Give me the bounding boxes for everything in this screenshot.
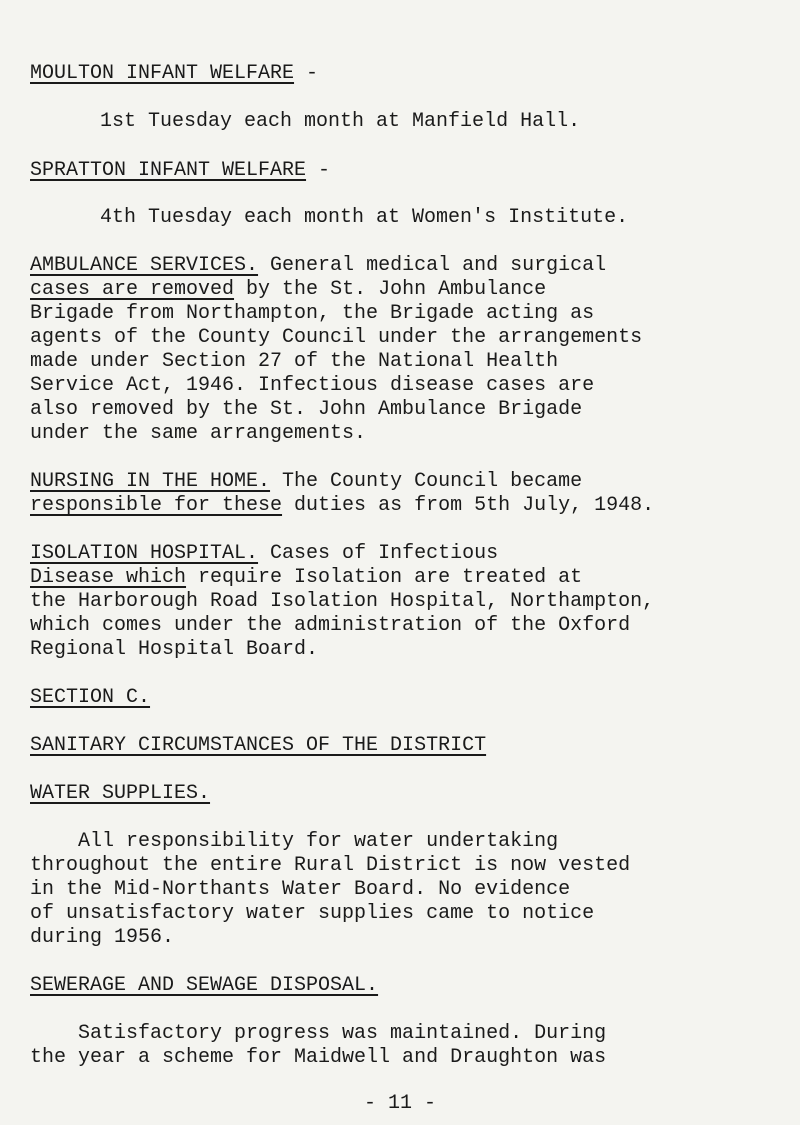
isolation-line-3: the Harborough Road Isolation Hospital, Northampton,: [30, 590, 655, 613]
moulton-heading-line: [30, 62, 318, 86]
moulton-text: 1st Tuesday each month at Manfield Hall.: [100, 110, 581, 133]
isolation-line-2-underlined: Disease which: [30, 566, 187, 589]
ambulance-line-3: Brigade from Northampton, the Brigade acting as: [30, 302, 595, 325]
ambulance-line-7: also removed by the St. John Ambulance Brigade: [30, 398, 583, 421]
ambulance-line-5: made under Section 27 of the National Health: [30, 350, 559, 373]
ambulance-line-8: under the same arrangements.: [30, 422, 367, 445]
page-number: - 11 -: [363, 1092, 436, 1115]
water-line-5: during 1956.: [30, 926, 175, 949]
ambulance-line-1-rest: General medical and surgical: [258, 254, 607, 277]
nursing-heading: NURSING IN THE HOME.: [30, 470, 271, 493]
spratton-heading-line: [30, 159, 330, 183]
isolation-line-4: which comes under the administration of the Oxford: [30, 614, 631, 637]
water-line: [30, 782, 210, 806]
ambulance-line-2-rest: by the St. John Ambulance: [234, 278, 547, 301]
isolation-line-2: [30, 566, 582, 590]
water-line-4: of unsatisfactory water supplies came to notice: [30, 902, 595, 925]
nursing-line-1: [30, 470, 582, 494]
nursing-line-2: [30, 494, 654, 518]
isolation-line-1-rest: Cases of Infectious: [258, 542, 499, 565]
moulton-dash: -: [294, 62, 319, 85]
section-c-line: [30, 686, 150, 710]
spratton-dash: -: [306, 159, 331, 182]
ambulance-line-4: agents of the County Council under the arrangements: [30, 326, 643, 349]
sewerage-line: [30, 974, 378, 998]
sanitary-heading: SANITARY CIRCUMSTANCES OF THE DISTRICT: [30, 734, 487, 757]
ambulance-line-2: [30, 278, 546, 302]
water-line-3: in the Mid-Northants Water Board. No evidence: [30, 878, 571, 901]
sewerage-heading: SEWERAGE AND SEWAGE DISPOSAL.: [30, 974, 379, 997]
water-line-1: All responsibility for water undertaking: [30, 830, 559, 853]
isolation-heading: ISOLATION HOSPITAL.: [30, 542, 259, 565]
sewerage-line-2: the year a scheme for Maidwell and Draughton was: [30, 1046, 607, 1069]
nursing-line-2-underlined: responsible for these: [30, 494, 283, 517]
water-heading: WATER SUPPLIES.: [30, 782, 211, 805]
sanitary-line: [30, 734, 486, 758]
ambulance-line-6: Service Act, 1946. Infectious disease cases are: [30, 374, 595, 397]
isolation-line-1: [30, 542, 498, 566]
ambulance-heading: AMBULANCE SERVICES.: [30, 254, 259, 277]
ambulance-line-1: [30, 254, 606, 278]
water-line-2: throughout the entire Rural District is now vested: [30, 854, 631, 877]
nursing-line-2-rest: duties as from 5th July, 1948.: [282, 494, 655, 517]
sewerage-line-1: Satisfactory progress was maintained. During: [30, 1022, 607, 1045]
ambulance-line-2-underlined: cases are removed: [30, 278, 235, 301]
spratton-text: 4th Tuesday each month at Women's Institute.: [100, 206, 629, 229]
isolation-line-5: Regional Hospital Board.: [30, 638, 319, 661]
moulton-heading: MOULTON INFANT WELFARE: [30, 62, 295, 85]
isolation-line-2-rest: require Isolation are treated at: [186, 566, 583, 589]
section-c-heading: SECTION C.: [30, 686, 151, 709]
spratton-heading: SPRATTON INFANT WELFARE: [30, 159, 307, 182]
nursing-line-1-rest: The County Council became: [270, 470, 583, 493]
